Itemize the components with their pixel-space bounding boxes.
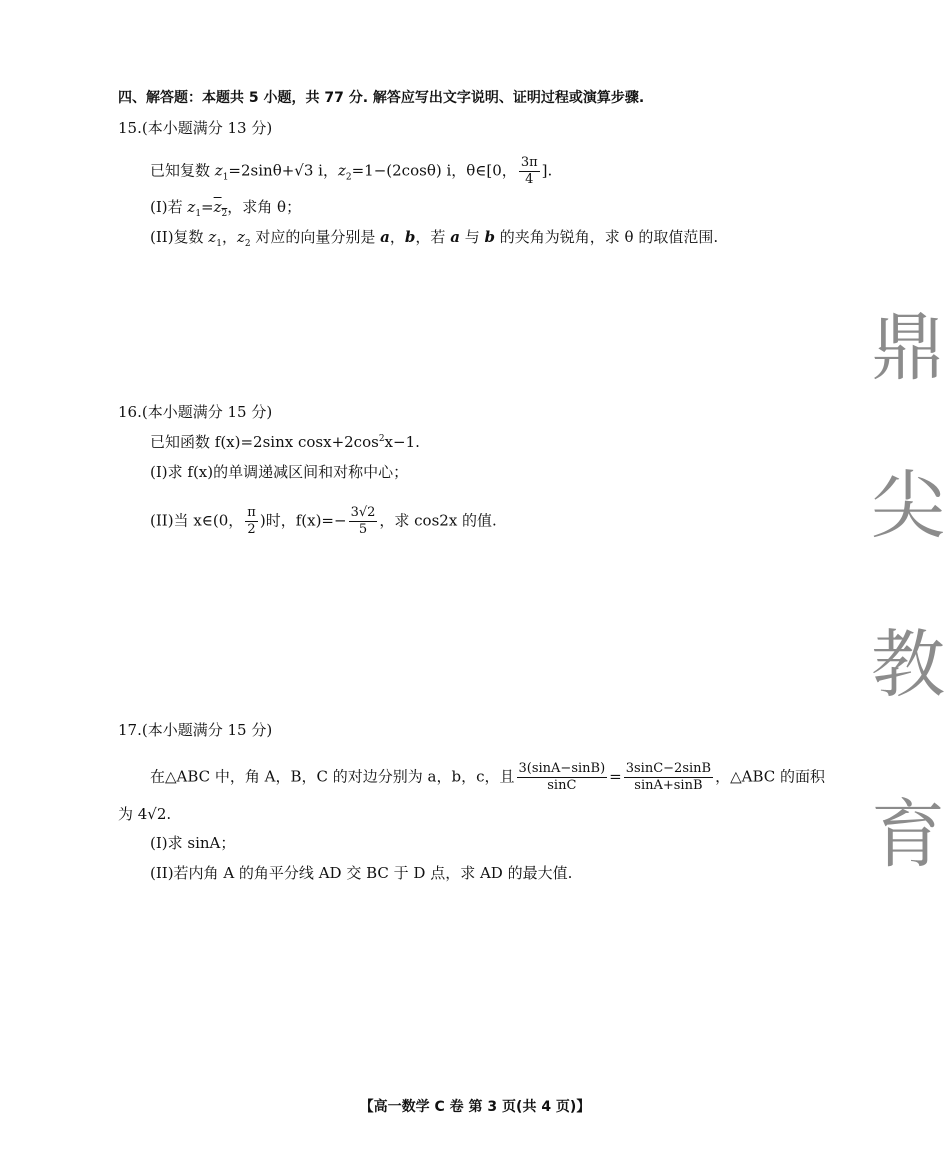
q15-part1: (I)若 $z_1=z_2$，求角 θ； — [150, 198, 302, 219]
q16-stem: 已知函数 f(x)=2sinx $\cos x+2\cos^2x-1$. — [150, 433, 420, 451]
watermark-char-2: 尖 — [871, 463, 945, 549]
q17-stem-line2: 为 4√2. — [118, 805, 172, 823]
q15-part2: (II)复数 $z_1$，$z_2$ 对应的向量分别是 a，b，若 a 与 b 的夹角为锐角，求 θ 的取值范围. — [150, 228, 719, 249]
watermark-char-3: 教 — [871, 622, 945, 708]
q16-part2: (II)当 x∈(0， $\frac{\pi}{2}$ )时，f(x)=− $\frac{3√2}{5}$ ，求 cos2x 的值. — [150, 505, 497, 537]
watermark-char-4: 育 — [871, 792, 945, 878]
q16-part1: (I)求 f(x)的单调递减区间和对称中心； — [150, 463, 409, 481]
q15-fraction: $\frac{3\pi}{4}$ — [520, 155, 538, 187]
q17-header: 17.(本小题满分 15 分) — [118, 721, 273, 739]
q15-header: 15.(本小题满分 13 分) — [118, 119, 273, 137]
q15-stem: 已知复数 $z_1=2\sin\theta+√3$ i，$z_2=1-(2\cos\theta)$ i，θ∈[0， $\frac{3\pi}{4}$ ]. — [150, 155, 553, 187]
q16-header: 16.(本小题满分 15 分) — [118, 403, 273, 421]
q17-stem: 在△ABC 中，角 A，B，C 的对边分别为 a，b，c，且 $\frac{3(\sin A-\sin B)}{\sin C}$ = $\frac{3\sin C-2\sin B}{\sin A+\sin B}$ ，△ABC 的面积 — [150, 761, 825, 793]
watermark-char-1: 鼎 — [871, 305, 945, 391]
section-heading: 四、解答题：本题共 5 小题，共 77 分. 解答应写出文字说明、证明过程或演算步骤. — [118, 90, 645, 106]
q17-part1: (I)求 sinA； — [150, 834, 236, 852]
q17-part2: (II)若内角 A 的角平分线 AD 交 BC 于 D 点，求 AD 的最大值. — [150, 864, 573, 882]
page-footer: 【高一数学 C 卷 第 3 页(共 4 页)】 — [359, 1099, 591, 1115]
